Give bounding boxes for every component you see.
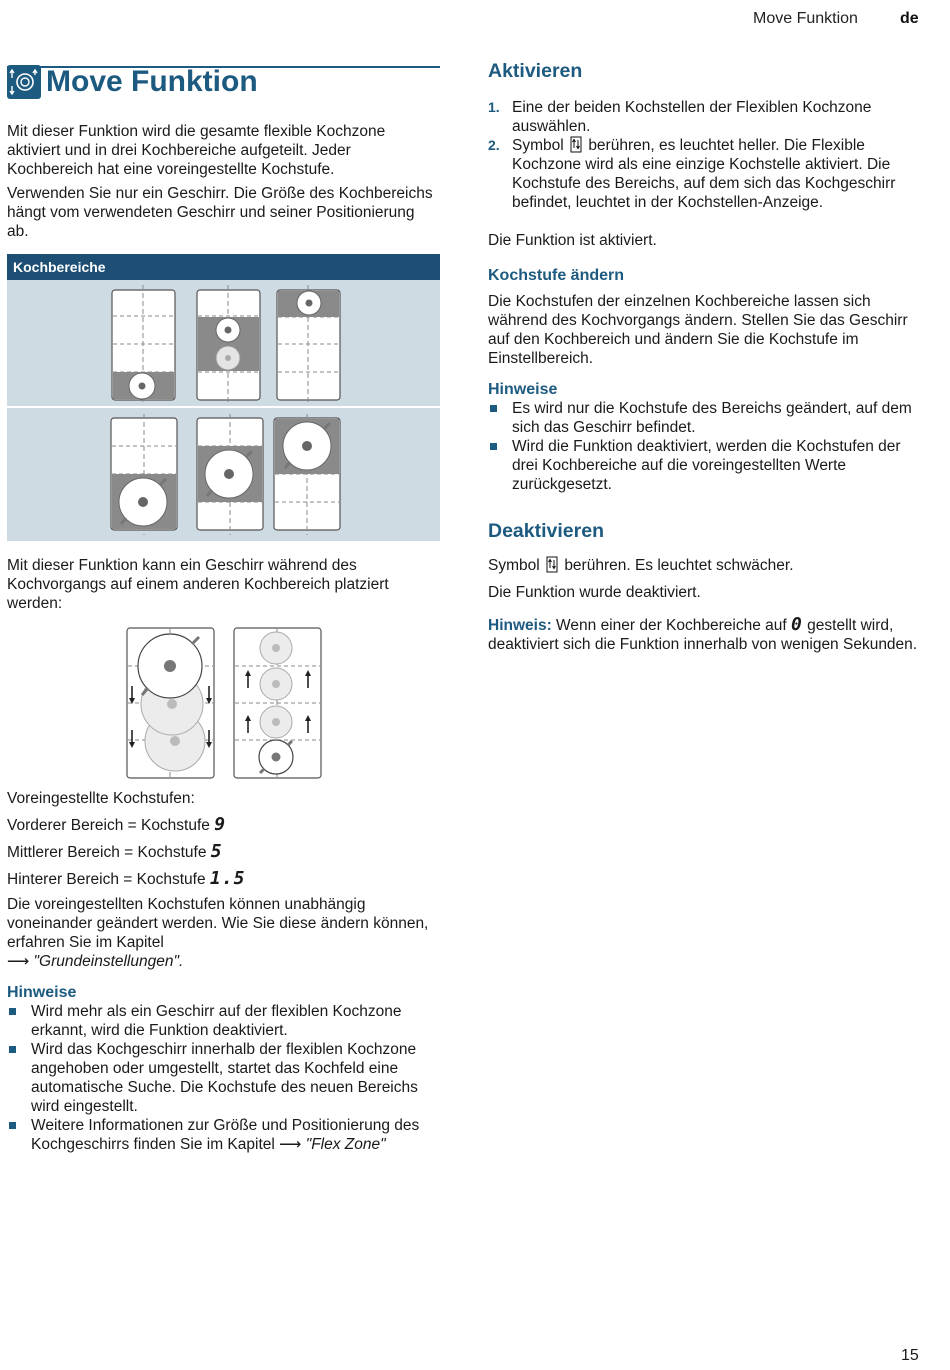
step-1: 1. Eine der beiden Kochstellen der Flexiblen Kochzone auswählen. [488,99,872,135]
zone-middle-active [197,285,260,405]
move-symbol-icon [570,136,582,153]
arrow-icon: ⟶ [7,953,30,970]
hinweise-left-heading: Hinweise [7,984,77,1001]
page-number: 15 [901,1347,919,1364]
bullet-icon [9,1122,16,1129]
list-item: Wird mehr als ein Geschirr auf der flexiblen Kochzone erkannt, wird die Funktion deaktiviert. [7,1002,440,1040]
page-title: Move Funktion [46,65,258,98]
move-symbol-icon [546,556,558,573]
flex-zone-link[interactable]: "Flex Zone" [305,1136,386,1153]
bullet-icon [9,1008,16,1015]
deaktivieren-hinweis: Hinweis: Wenn einer der Kochbereiche auf 0 gestellt wird, deaktiviert sich die Funktion innerhalb von wenigen Sekunden. [488,614,918,653]
move-up-diagram [234,628,321,778]
independent-text: Die voreingestellten Kochstufen können unabhängig voneinander geändert werden. Wie Sie diese ändern können, erfahren Sie im Kapitel [7,896,429,951]
kochstufe-aendern-text: Die Kochstufen der einzelnen Kochbereiche lassen sich während des Kochvorgangs ändern. Stellen Sie das Geschirr auf den Kochbereich und ändern Sie die Kochstufe im Einstellbereich. [488,293,908,367]
kochbereiche-bar: Kochbereiche [7,254,440,280]
preset-front [7,815,226,835]
kochstufe-aendern-heading: Kochstufe ändern [488,267,625,284]
bullet-icon [490,405,497,412]
preset-middle-label: Mittlerer Bereich = Kochstufe [7,844,207,861]
list-item: Wird das Kochgeschirr innerhalb der flexiblen Kochzone angehoben oder umgestellt, startet das Kochfeld eine automatische Suche. Die Kochstufe des neuen Bereichs wird eingestellt. [7,1040,440,1116]
move-figure [120,626,330,780]
list-item: Weitere Informationen zur Größe und Positionierung des Kochgeschirrs finden Sie im Kapitel ⟶ "Flex Zone" [7,1116,440,1154]
deaktivieren-line-2: Die Funktion wurde deaktiviert. [488,584,701,601]
list-item: Es wird nur die Kochstufe des Bereichs geändert, auf dem sich das Geschirr befindet. [488,399,928,437]
zone-rear-large-pot [274,414,340,535]
hinweis-label: Hinweis: [488,617,552,634]
bullet-icon [490,443,497,450]
preset-middle [7,842,223,862]
list-item: Wird die Funktion deaktiviert, werden die Kochstufen der drei Kochbereiche auf die voreingestellten Werte zurückgesetzt. [488,437,928,494]
bullet-icon [9,1046,16,1053]
preset-front-value: 9 [214,814,227,835]
preset-rear [7,869,245,889]
grundeinstellungen-link[interactable]: "Grundeinstellungen". [33,953,184,970]
hinweise-left-list [7,1002,440,1154]
hinweise-right-heading: Hinweise [488,381,558,398]
preset-rear-label: Hinterer Bereich = Kochstufe [7,871,206,888]
preset-rear-value: 1.5 [209,868,246,889]
zone-front-large-pot [111,414,177,535]
move-function-icon [7,65,41,99]
zone-front-active [112,285,175,405]
independent-paragraph [7,895,440,971]
hinweise-right-list [488,399,928,494]
step-2: 2. Symbol berühren, es leuchtet heller. Die Flexible Kochzone wird als eine einzige Kochstelle aktiviert. Die Kochstufe des Bereichs, auf dem sich das Kochgeschirr befindet, leuchtet in der Kochstellen-Anzeige. [488,137,896,211]
deaktivieren-heading: Deaktivieren [488,520,604,542]
move-down-diagram [127,628,214,778]
preset-front-label: Vorderer Bereich = Kochstufe [7,817,210,834]
language-code: de [900,10,919,27]
aktivieren-steps [488,98,928,212]
intro-paragraph-2: Verwenden Sie nur ein Geschirr. Die Größe des Kochbereichs hängt vom verwendeten Geschirr und seiner Positionierung ab. [7,185,433,240]
running-header-title: Move Funktion [753,10,858,27]
kochbereiche-figure [7,280,440,541]
intro-paragraph-1: Mit dieser Funktion wird die gesamte flexible Kochzone aktiviert und in drei Kochbereiche aufgeteilt. Jeder Kochbereich hat eine voreingestellte Kochstufe. [7,123,386,178]
aktivieren-result: Die Funktion ist aktiviert. [488,232,657,249]
hinweis-value: 0 [791,614,803,635]
arrow-icon: ⟶ [279,1136,302,1153]
move-paragraph: Mit dieser Funktion kann ein Geschirr während des Kochvorgangs auf einem anderen Kochbereich platziert werden: [7,557,389,612]
zone-rear-active [277,285,340,405]
deaktivieren-line-1: Symbol berühren. Es leuchtet schwächer. [488,557,794,574]
zone-middle-large-pot [197,414,263,535]
preset-middle-value: 5 [210,841,223,862]
presets-heading: Voreingestellte Kochstufen: [7,790,195,807]
aktivieren-heading: Aktivieren [488,60,583,82]
